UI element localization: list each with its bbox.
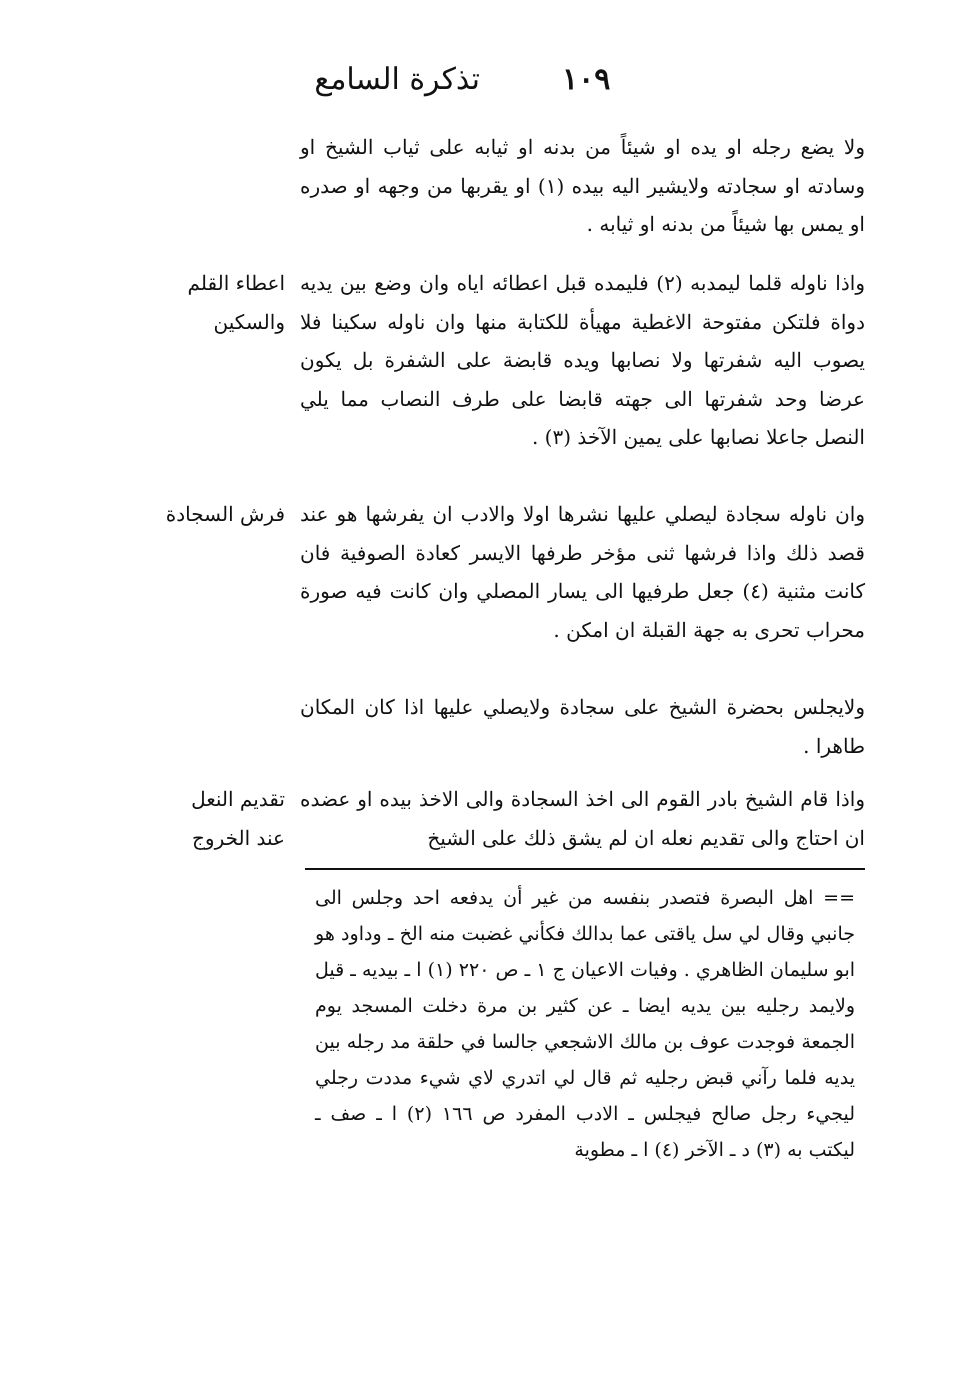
paragraph-text: واذا ناوله قلما ليمدبه (٢) فليمده قبل اعطائه اياه وان وضع بين يديه دواة فلتكن مفتوحة الاغطية مهيأة للكتابة منها وان ناوله سكينا فلا يصوب اليه شفرتها ولا نصابها ويده قابضة على الشفرة بل يكون عرضا وحد شفرتها الى جهته قابضا على طرف النصاب مما يلي النصل جاعلا نصابها على يمين الآخذ (٣) . [300,271,865,449]
page-number: ١٠٩ [562,62,611,97]
paragraph-2 [300,264,865,457]
paragraph-text: واذا قام الشيخ بادر القوم الى اخذ السجادة والى الاخذ بيده او عضده ان احتاج والى تقديم نعله ان لم يشق ذلك على الشيخ [300,787,865,850]
paragraph-text: ولا يضع رجله او يده او شيئاً من بدنه او ثيابه على ثياب الشيخ او وسادته او سجادته ولايشير اليه بيده (١) او يقربها من وجهه او صدره او يمس بها شيئاً من بدنه او ثيابه . [300,135,866,236]
paragraph-1 [300,128,865,244]
paragraph-3 [300,495,865,649]
book-title: تذكرة السامع [314,62,480,97]
paragraph-text: ولايجلس بحضرة الشيخ على سجادة ولايصلي عليها اذا كان المكان طاهرا . [300,695,865,758]
margin-note-prayer-rug: فرش السجادة [165,502,285,526]
paragraph-text: وان ناوله سجادة ليصلي عليها نشرها اولا والادب ان يفرشها هو عند قصد ذلك واذا فرشها ثنى مؤخر طرفها الايسر كعادة الصوفية فان كانت مثنية (٤) جعل طرفيها الى يسار المصلي وان كانت فيه صورة محراب تحرى به جهة القبلة ان امكن . [300,502,865,642]
margin-note-pen-knife: اعطاء القلم والسكين [187,271,285,334]
margin-note-shoes: تقديم النعل عند الخروج [191,787,285,850]
paragraph-4 [300,688,865,765]
footnotes-text: == اهل البصرة فتصدر بنفسه من غير أن يدفعه احد وجلس الى جانبي وقال لي سل ياقتى عما بدالك فكأني غضبت منه الخ ـ وداود هو ابو سليمان الظاهري . وفيات الاعيان ج ١ ـ ص ٢٢٠ (١) ا ـ بيديه ـ قيل ولايمد رجليه بين يديه ايضا ـ عن كثير بن مرة دخلت المسجد يوم الجمعة فوجدت عوف بن مالك الاشجعي جالسا في حلقة مد رجله بين يديه فلما رآني قبض رجليه ثم قال لي اتدري لاي شيء مددت رجلي ليجيء رجل صالح فيجلس ـ الادب المفرد ص ١٦٦ (٢) ا ـ صف ـ ليكتب به (٣) د ـ الآخر (٤) ا ـ مطوية [315,887,856,1161]
footnote-separator [305,868,865,870]
paragraph-5 [300,780,865,857]
footnotes [315,880,855,1168]
